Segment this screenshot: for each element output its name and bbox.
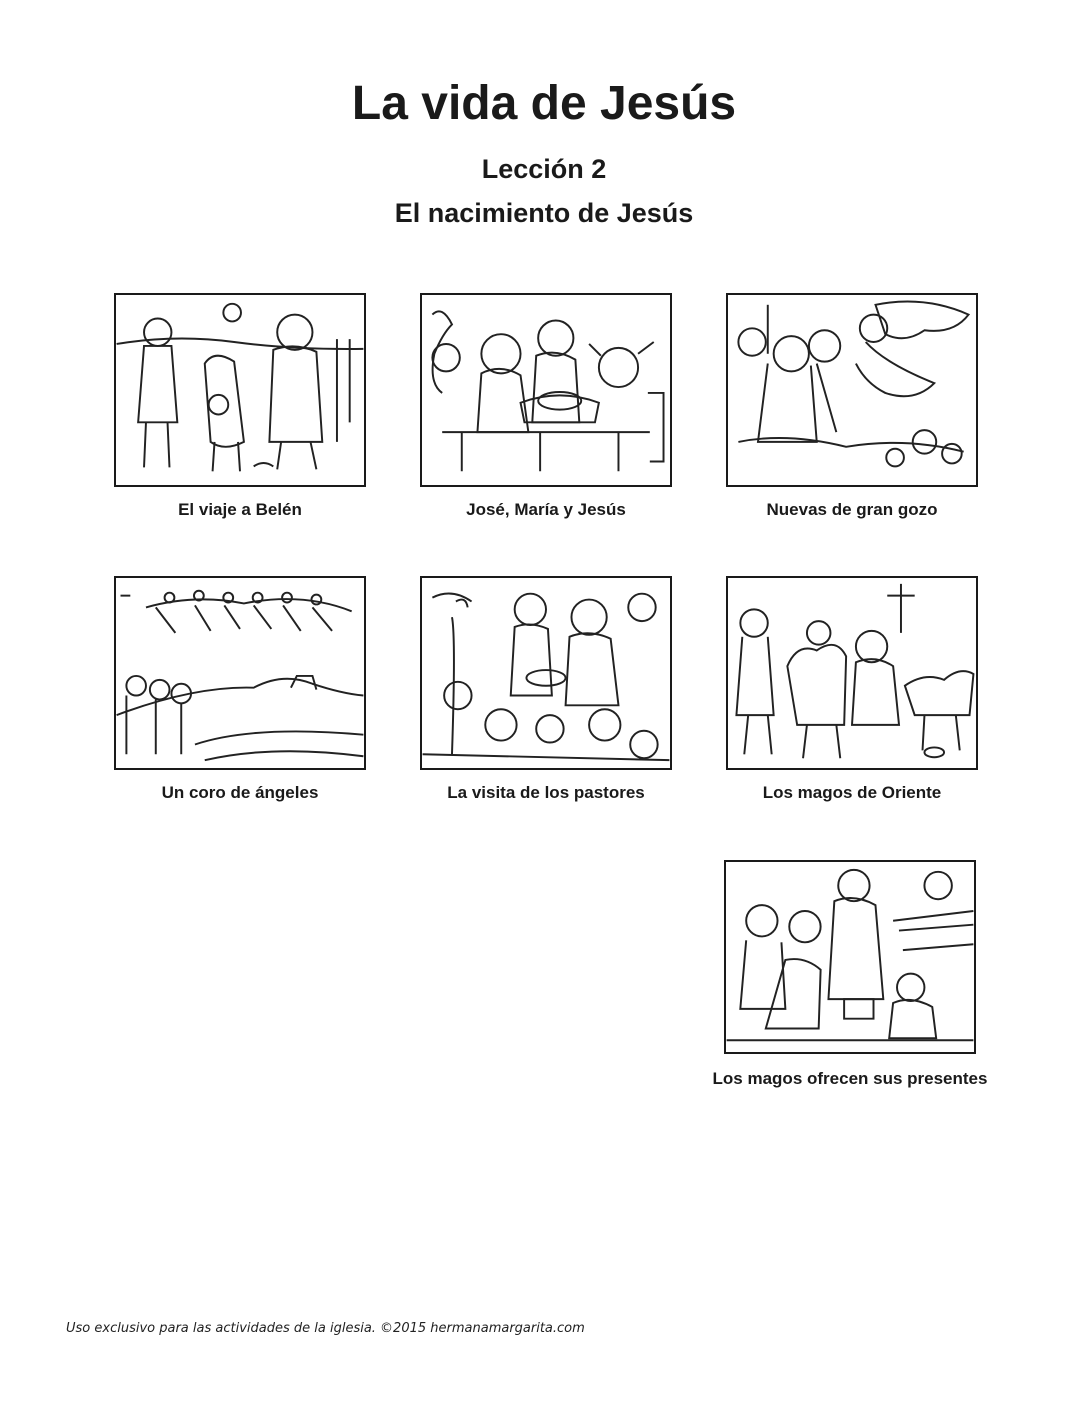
journey-illustration: [116, 295, 364, 485]
panel-image-2: [420, 293, 672, 487]
panel-image-6: [726, 576, 978, 770]
lesson-title: El nacimiento de Jesús: [394, 198, 694, 228]
gifts-illustration: [726, 862, 974, 1052]
panel-image-5: [420, 576, 672, 770]
nativity-illustration: [422, 295, 670, 485]
copyright-footer: Uso exclusivo para las actividades de la iglesia. ©2015 hermanamargarita.com: [66, 1321, 585, 1336]
panel-image-4: [114, 576, 366, 770]
panel-caption-6: Los magos de Oriente: [762, 783, 942, 802]
panel-caption-4: Un coro de ángeles: [161, 783, 319, 802]
shepherds-visit-illustration: [422, 578, 670, 768]
panel-caption-7: Los magos ofrecen sus presentes: [712, 1069, 988, 1088]
angel-choir-illustration: [116, 578, 364, 768]
panel-caption-5: La visita de los pastores: [447, 783, 645, 802]
panel-image-1: [114, 293, 366, 487]
panel-caption-1: El viaje a Belén: [178, 500, 302, 519]
panel-image-3: [726, 293, 978, 487]
panel-caption-3: Nuevas de gran gozo: [766, 500, 938, 519]
panel-image-7: [724, 860, 976, 1054]
lesson-number: Lección 2: [481, 154, 607, 184]
angel-shepherds-illustration: [728, 295, 976, 485]
panel-caption-2: José, María y Jesús: [466, 500, 626, 519]
page-title: La vida de Jesús: [351, 77, 737, 130]
wise-men-illustration: [728, 578, 976, 768]
